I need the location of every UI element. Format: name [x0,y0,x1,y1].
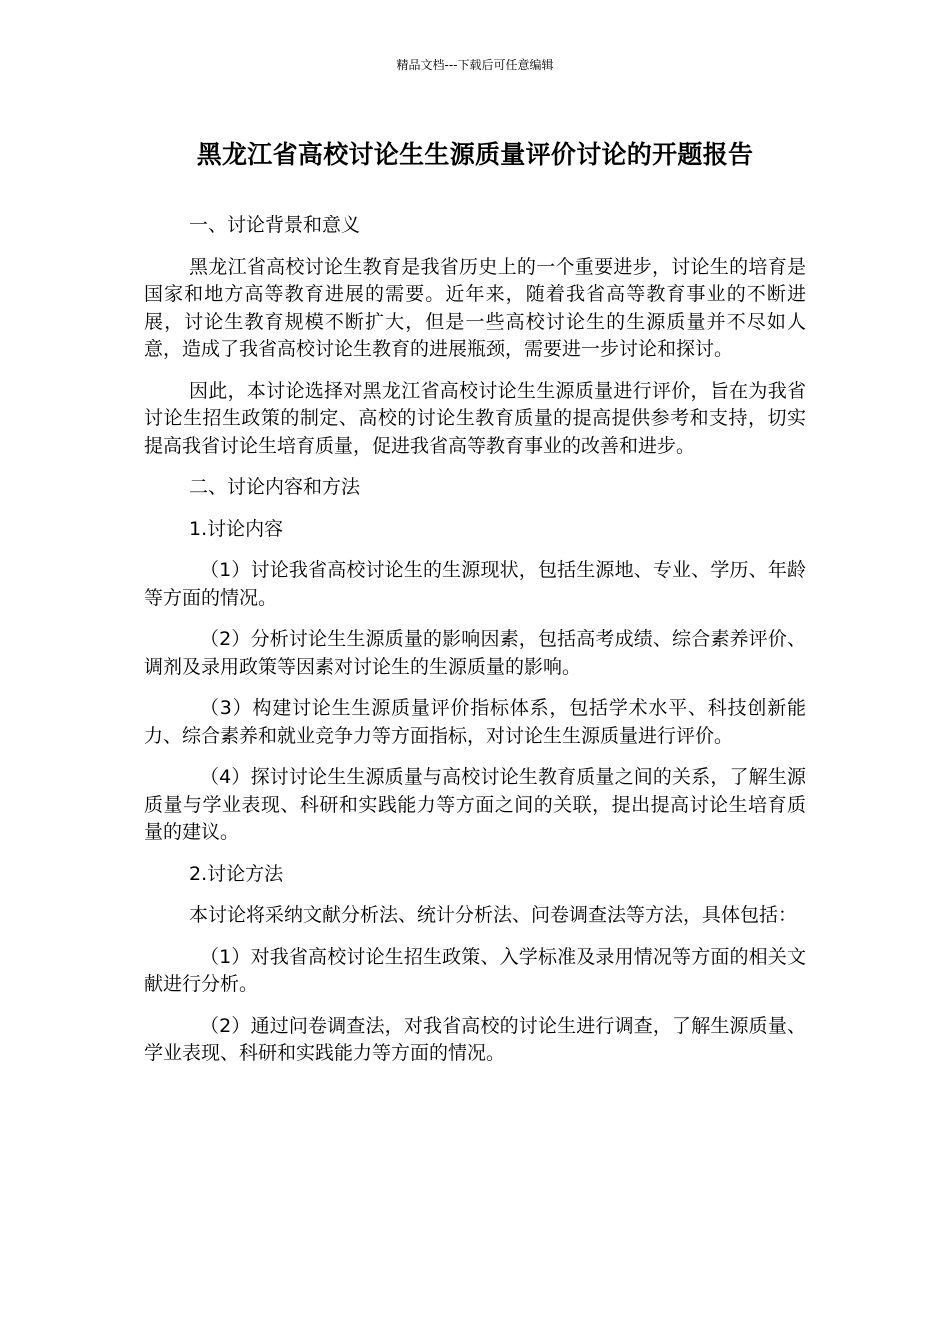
list-item-method-1: （1）对我省高校讨论生招生政策、入学标准及录用情况等方面的相关文献进行分析。 [144,945,806,995]
paragraph-purpose: 因此，本讨论选择对黑龙江省高校讨论生生源质量进行评价，旨在为我省讨论生招生政策的制定、高校的讨论生教育质量的提高提供参考和支持，切实提高我省讨论生培育质量，促进我省高等教育事业的改善和进步。 [144,379,806,457]
paragraph-background: 黑龙江省高校讨论生教育是我省历史上的一个重要进步，讨论生的培育是国家和地方高等教育进展的需要。近年来，随着我省高等教育事业的不断进展，讨论生教育规模不断扩大，但是一些高校讨论生的生源质量并不尽如人意，造成了我省高校讨论生教育的进展瓶颈，需要进一步讨论和探讨。 [144,255,806,360]
section-heading-content-methods: 二、讨论内容和方法 [189,476,361,498]
paragraph-methods-intro: 本讨论将采纳文献分析法、统计分析法、问卷调查法等方法，具体包括： [189,904,798,926]
list-item-content-3: （3）构建讨论生生源质量评价指标体系，包括学术水平、科技创新能力、综合素养和就业竞争力等方面指标，对讨论生生源质量进行评价。 [144,697,806,747]
list-item-content-4: （4）探讨讨论生生源质量与高校讨论生教育质量之间的关系，了解生源质量与学业表现、科研和实践能力等方面之间的关联，提出提高讨论生培育质量的建议。 [144,766,806,843]
document-body [144,212,806,1082]
subheading-research-methods: 2.讨论方法 [189,862,284,885]
document-title: 黑龙江省高校讨论生生源质量评价讨论的开题报告 [196,140,754,169]
subheading-research-content: 1.讨论内容 [189,517,284,540]
list-item-content-1: （1）讨论我省高校讨论生的生源现状，包括生源地、专业、学历、年龄等方面的情况。 [144,559,806,609]
list-item-method-2: （2）通过问卷调查法，对我省高校的讨论生进行调查，了解生源质量、学业表现、科研和实践能力等方面的情况。 [144,1014,806,1064]
section-heading-background: 一、讨论背景和意义 [189,214,361,236]
list-item-content-2: （2）分析讨论生生源质量的影响因素，包括高考成绩、综合素养评价、调剂及录用政策等因素对讨论生的生源质量的影响。 [144,628,806,678]
page-header: 精品文档---下载后可任意编辑 [396,58,554,72]
